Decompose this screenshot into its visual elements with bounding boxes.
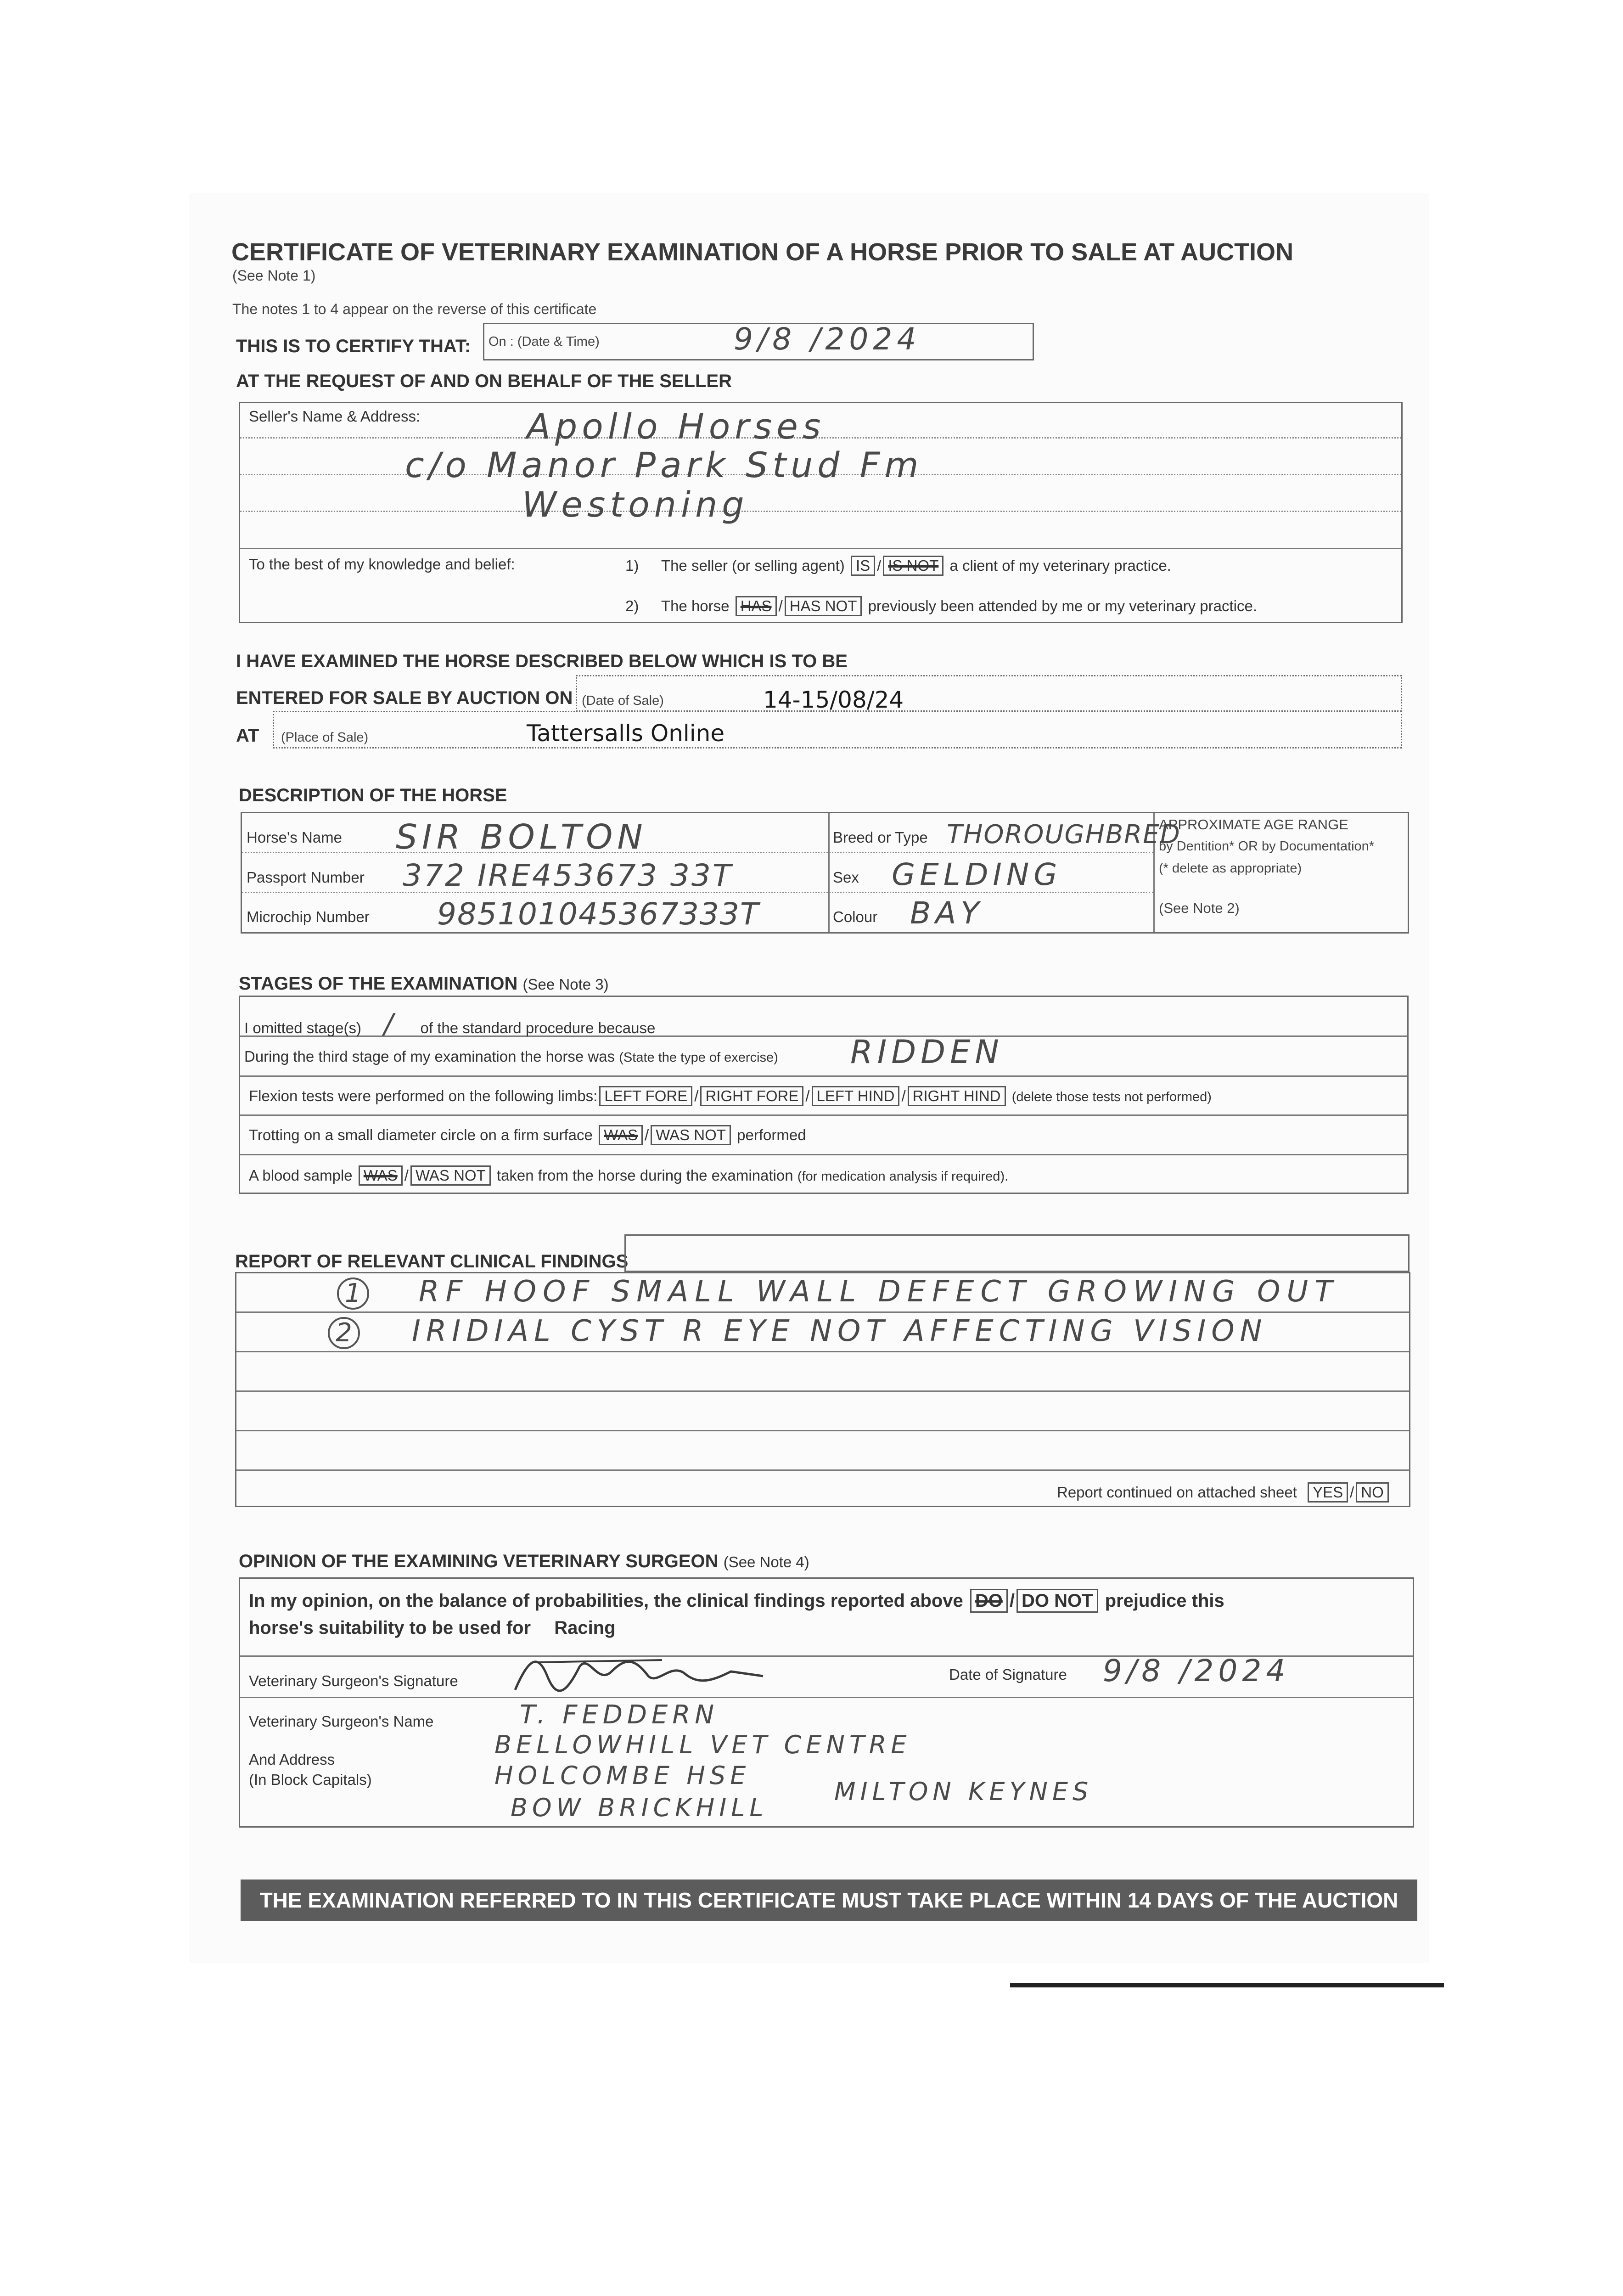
knowledge-label: To the best of my knowledge and belief: xyxy=(249,556,515,573)
blood-note: (for medication analysis if required). xyxy=(797,1169,1009,1184)
finding-1-number: 1 xyxy=(337,1277,369,1310)
item1-post: a client of my veterinary practice. xyxy=(949,557,1171,574)
age-see-note: (See Note 2) xyxy=(1159,900,1240,916)
stages-row-divider xyxy=(240,1154,1407,1155)
opinion-row-divider xyxy=(240,1697,1413,1698)
seller-address-line-2: c/o Manor Park Stud Fm xyxy=(405,445,923,485)
opinion-text-post: prejudice this xyxy=(1105,1591,1224,1611)
finding-2-text: IRIDIAL CYST R EYE NOT AFFECTING VISION xyxy=(412,1314,1268,1348)
description-heading: DESCRIPTION OF THE HORSE xyxy=(239,785,507,805)
date-signature-label: Date of Signature xyxy=(949,1666,1067,1683)
trot-row: Trotting on a small diameter circle on a firm surface WAS / WAS NOT performed xyxy=(249,1125,806,1145)
sale-place-box xyxy=(273,711,1402,748)
stages-row-divider xyxy=(240,1075,1407,1077)
findings-row-divider xyxy=(236,1311,1409,1313)
certificate-title: CERTIFICATE OF VETERINARY EXAMINATION OF A HORSE PRIOR TO SALE AT AUCTION xyxy=(231,238,1294,266)
flexion-row: Flexion tests were performed on the following limbs: LEFT FORE / RIGHT FORE / LEFT HIND / RIGHT HIND (delete those tests not performed) xyxy=(249,1086,1212,1106)
vet-name-label: Veterinary Surgeon's Name xyxy=(249,1713,434,1730)
colour-label: Colour xyxy=(833,908,878,925)
sex-label: Sex xyxy=(833,869,859,886)
trot-pre: Trotting on a small diameter circle on a firm surface xyxy=(249,1126,593,1143)
opinion-statement-line-1: In my opinion, on the balance of probabilities, the clinical findings reported above DO / DO NOT prejudice this xyxy=(249,1589,1224,1613)
omitted-post: of the standard procedure because xyxy=(420,1019,656,1036)
item1-num: 1) xyxy=(625,557,639,574)
opinion-text-pre: In my opinion, on the balance of probabilities, the clinical findings reported above xyxy=(249,1591,963,1611)
item2-num: 2) xyxy=(625,597,639,614)
opinion-do-option: DO xyxy=(970,1589,1008,1613)
trot-was-option: WAS xyxy=(599,1125,643,1145)
item1-text: The seller (or selling agent) xyxy=(661,557,845,574)
item2-post: previously been attended by me or my veterinary practice. xyxy=(868,597,1257,614)
knowledge-item-1: 1) The seller (or selling agent) IS / IS NOT a client of my veterinary practice. xyxy=(625,556,1171,576)
flexion-right-fore: RIGHT FORE xyxy=(700,1086,803,1106)
date-signature-value: 9/8 /2024 xyxy=(1103,1653,1290,1688)
horse-name-label: Horse's Name xyxy=(247,829,343,846)
description-row-divider xyxy=(242,852,1153,853)
microchip-value: 985101045367333T xyxy=(437,896,760,932)
report-continued-row: Report continued on attached sheet YES / NO xyxy=(1057,1482,1391,1503)
client-is-not-option: IS NOT xyxy=(883,556,943,576)
findings-heading: REPORT OF RELEVANT CLINICAL FINDINGS xyxy=(235,1251,629,1272)
certify-date-value: 9/8 /2024 xyxy=(734,321,921,357)
passport-label: Passport Number xyxy=(247,869,365,886)
continued-yes-option: YES xyxy=(1308,1482,1348,1503)
findings-row-divider xyxy=(236,1469,1409,1471)
continued-no-option: NO xyxy=(1356,1482,1389,1503)
omitted-pre: I omitted stage(s) xyxy=(244,1019,361,1036)
breed-value: THOROUGHBRED xyxy=(947,820,1181,850)
certify-on-label: On : (Date & Time) xyxy=(489,334,600,349)
flexion-left-fore: LEFT FORE xyxy=(599,1086,692,1106)
flexion-pre: Flexion tests were performed on the following limbs: xyxy=(249,1087,598,1104)
trot-was-not-option: WAS NOT xyxy=(651,1125,731,1145)
vet-name-value: T. FEDDERN xyxy=(520,1700,719,1730)
title-note: (See Note 1) xyxy=(232,267,316,284)
report-continued-text: Report continued on attached sheet xyxy=(1057,1484,1297,1501)
blood-post: taken from the horse during the examination xyxy=(496,1167,793,1184)
sale-heading-2: ENTERED FOR SALE BY AUCTION ON xyxy=(236,688,573,708)
blood-pre: A blood sample xyxy=(249,1167,353,1184)
finding-1-text: RF HOOF SMALL WALL DEFECT GROWING OUT xyxy=(419,1275,1339,1309)
third-stage-row xyxy=(244,1048,778,1065)
omitted-value: / xyxy=(384,1008,398,1040)
description-col-divider xyxy=(828,813,830,932)
address-block-capitals-label: (In Block Capitals) xyxy=(249,1771,372,1788)
third-stage-text: During the third stage of my examination the horse was xyxy=(244,1048,615,1065)
certificate-sheet xyxy=(189,193,1429,1963)
sale-place-label: (Place of Sale) xyxy=(281,730,369,745)
trot-post: performed xyxy=(737,1126,806,1143)
vet-address-line-2: HOLCOMBE HSE xyxy=(494,1761,751,1790)
seller-address-line-3: Westoning xyxy=(522,484,749,525)
scan-edge-line xyxy=(1010,1983,1444,1987)
age-method: by Dentition* OR by Documentation* xyxy=(1159,839,1375,854)
opinion-box xyxy=(239,1577,1414,1828)
seller-address-line-1: Apollo Horses xyxy=(527,406,826,447)
item2-text: The horse xyxy=(661,597,730,614)
horse-name-value: SIR BOLTON xyxy=(396,817,647,857)
stages-heading xyxy=(239,974,609,994)
opinion-heading-note: (See Note 4) xyxy=(723,1553,809,1570)
client-is-option: IS xyxy=(851,556,875,576)
knowledge-item-2: 2) The horse HAS / HAS NOT previously been attended by me or my veterinary practice. xyxy=(625,596,1257,616)
findings-heading-box xyxy=(624,1234,1410,1272)
flexion-right-hind: RIGHT HIND xyxy=(908,1086,1006,1106)
colour-value: BAY xyxy=(910,895,984,931)
age-delete-note: (* delete as appropriate) xyxy=(1159,861,1302,876)
sale-date-label: (Date of Sale) xyxy=(582,693,664,708)
seller-heading: AT THE REQUEST OF AND ON BEHALF OF THE SELLER xyxy=(236,371,732,391)
stages-heading-note: (See Note 3) xyxy=(522,976,609,993)
blood-was-not-option: WAS NOT xyxy=(410,1165,491,1186)
sale-at-label: AT xyxy=(236,726,259,746)
breed-label: Breed or Type xyxy=(833,829,928,846)
findings-row-divider xyxy=(236,1390,1409,1392)
attended-has-option: HAS xyxy=(736,596,777,616)
sale-date-box xyxy=(576,675,1402,712)
sale-place-value: Tattersalls Online xyxy=(527,720,725,747)
opinion-do-not-option: DO NOT xyxy=(1016,1589,1098,1613)
third-stage-value: RIDDEN xyxy=(850,1033,1004,1071)
finding-2-number: 2 xyxy=(328,1317,360,1349)
footer-banner: THE EXAMINATION REFERRED TO IN THIS CERTIFICATE MUST TAKE PLACE WITHIN 14 DAYS OF THE AUCTION xyxy=(241,1880,1417,1921)
blood-was-option: WAS xyxy=(359,1165,403,1186)
findings-row-divider xyxy=(236,1351,1409,1352)
vet-address-line-3: BOW BRICKHILL xyxy=(511,1793,768,1822)
blood-row: A blood sample WAS / WAS NOT taken from the horse during the examination (for medication analysis if required). xyxy=(249,1165,1008,1186)
seller-row-divider xyxy=(240,511,1401,512)
third-stage-note: (State the type of exercise) xyxy=(619,1050,778,1065)
stages-row-divider xyxy=(240,1114,1407,1116)
vet-signature xyxy=(511,1649,768,1699)
flexion-post: (delete those tests not performed) xyxy=(1011,1090,1212,1104)
sale-date-value: 14-15/08/24 xyxy=(763,687,904,713)
opinion-use-value: Racing xyxy=(554,1618,616,1638)
opinion-statement-line-2 xyxy=(249,1618,616,1638)
vet-address-line-1: BELLOWHILL VET CENTRE xyxy=(494,1730,911,1759)
sale-heading-1: I HAVE EXAMINED THE HORSE DESCRIBED BELOW WHICH IS TO BE xyxy=(236,651,848,671)
stages-heading-text: STAGES OF THE EXAMINATION xyxy=(239,974,518,994)
opinion-heading-text: OPINION OF THE EXAMINING VETERINARY SURGEON xyxy=(239,1551,719,1571)
microchip-label: Microchip Number xyxy=(247,908,370,925)
seller-name-label: Seller's Name & Address: xyxy=(249,408,421,425)
findings-row-divider xyxy=(236,1430,1409,1431)
opinion-text-line2: horse's suitability to be used for xyxy=(249,1618,531,1638)
address-label: And Address xyxy=(249,1751,335,1768)
certify-label: THIS IS TO CERTIFY THAT: xyxy=(236,336,471,356)
sex-value: GELDING xyxy=(892,857,1062,892)
flexion-left-hind: LEFT HIND xyxy=(812,1086,900,1106)
age-heading: APPROXIMATE AGE RANGE xyxy=(1159,816,1348,833)
signature-label: Veterinary Surgeon's Signature xyxy=(249,1672,458,1689)
notes-line: The notes 1 to 4 appear on the reverse of this certificate xyxy=(232,301,597,317)
passport-value: 372 IRE453673 33T xyxy=(403,858,733,893)
omitted-stage-row xyxy=(244,1008,655,1040)
opinion-heading xyxy=(239,1551,809,1572)
vet-address-line-3b: MILTON KEYNES xyxy=(834,1777,1093,1806)
attended-has-not-option: HAS NOT xyxy=(785,596,862,616)
seller-row-divider xyxy=(240,548,1401,549)
